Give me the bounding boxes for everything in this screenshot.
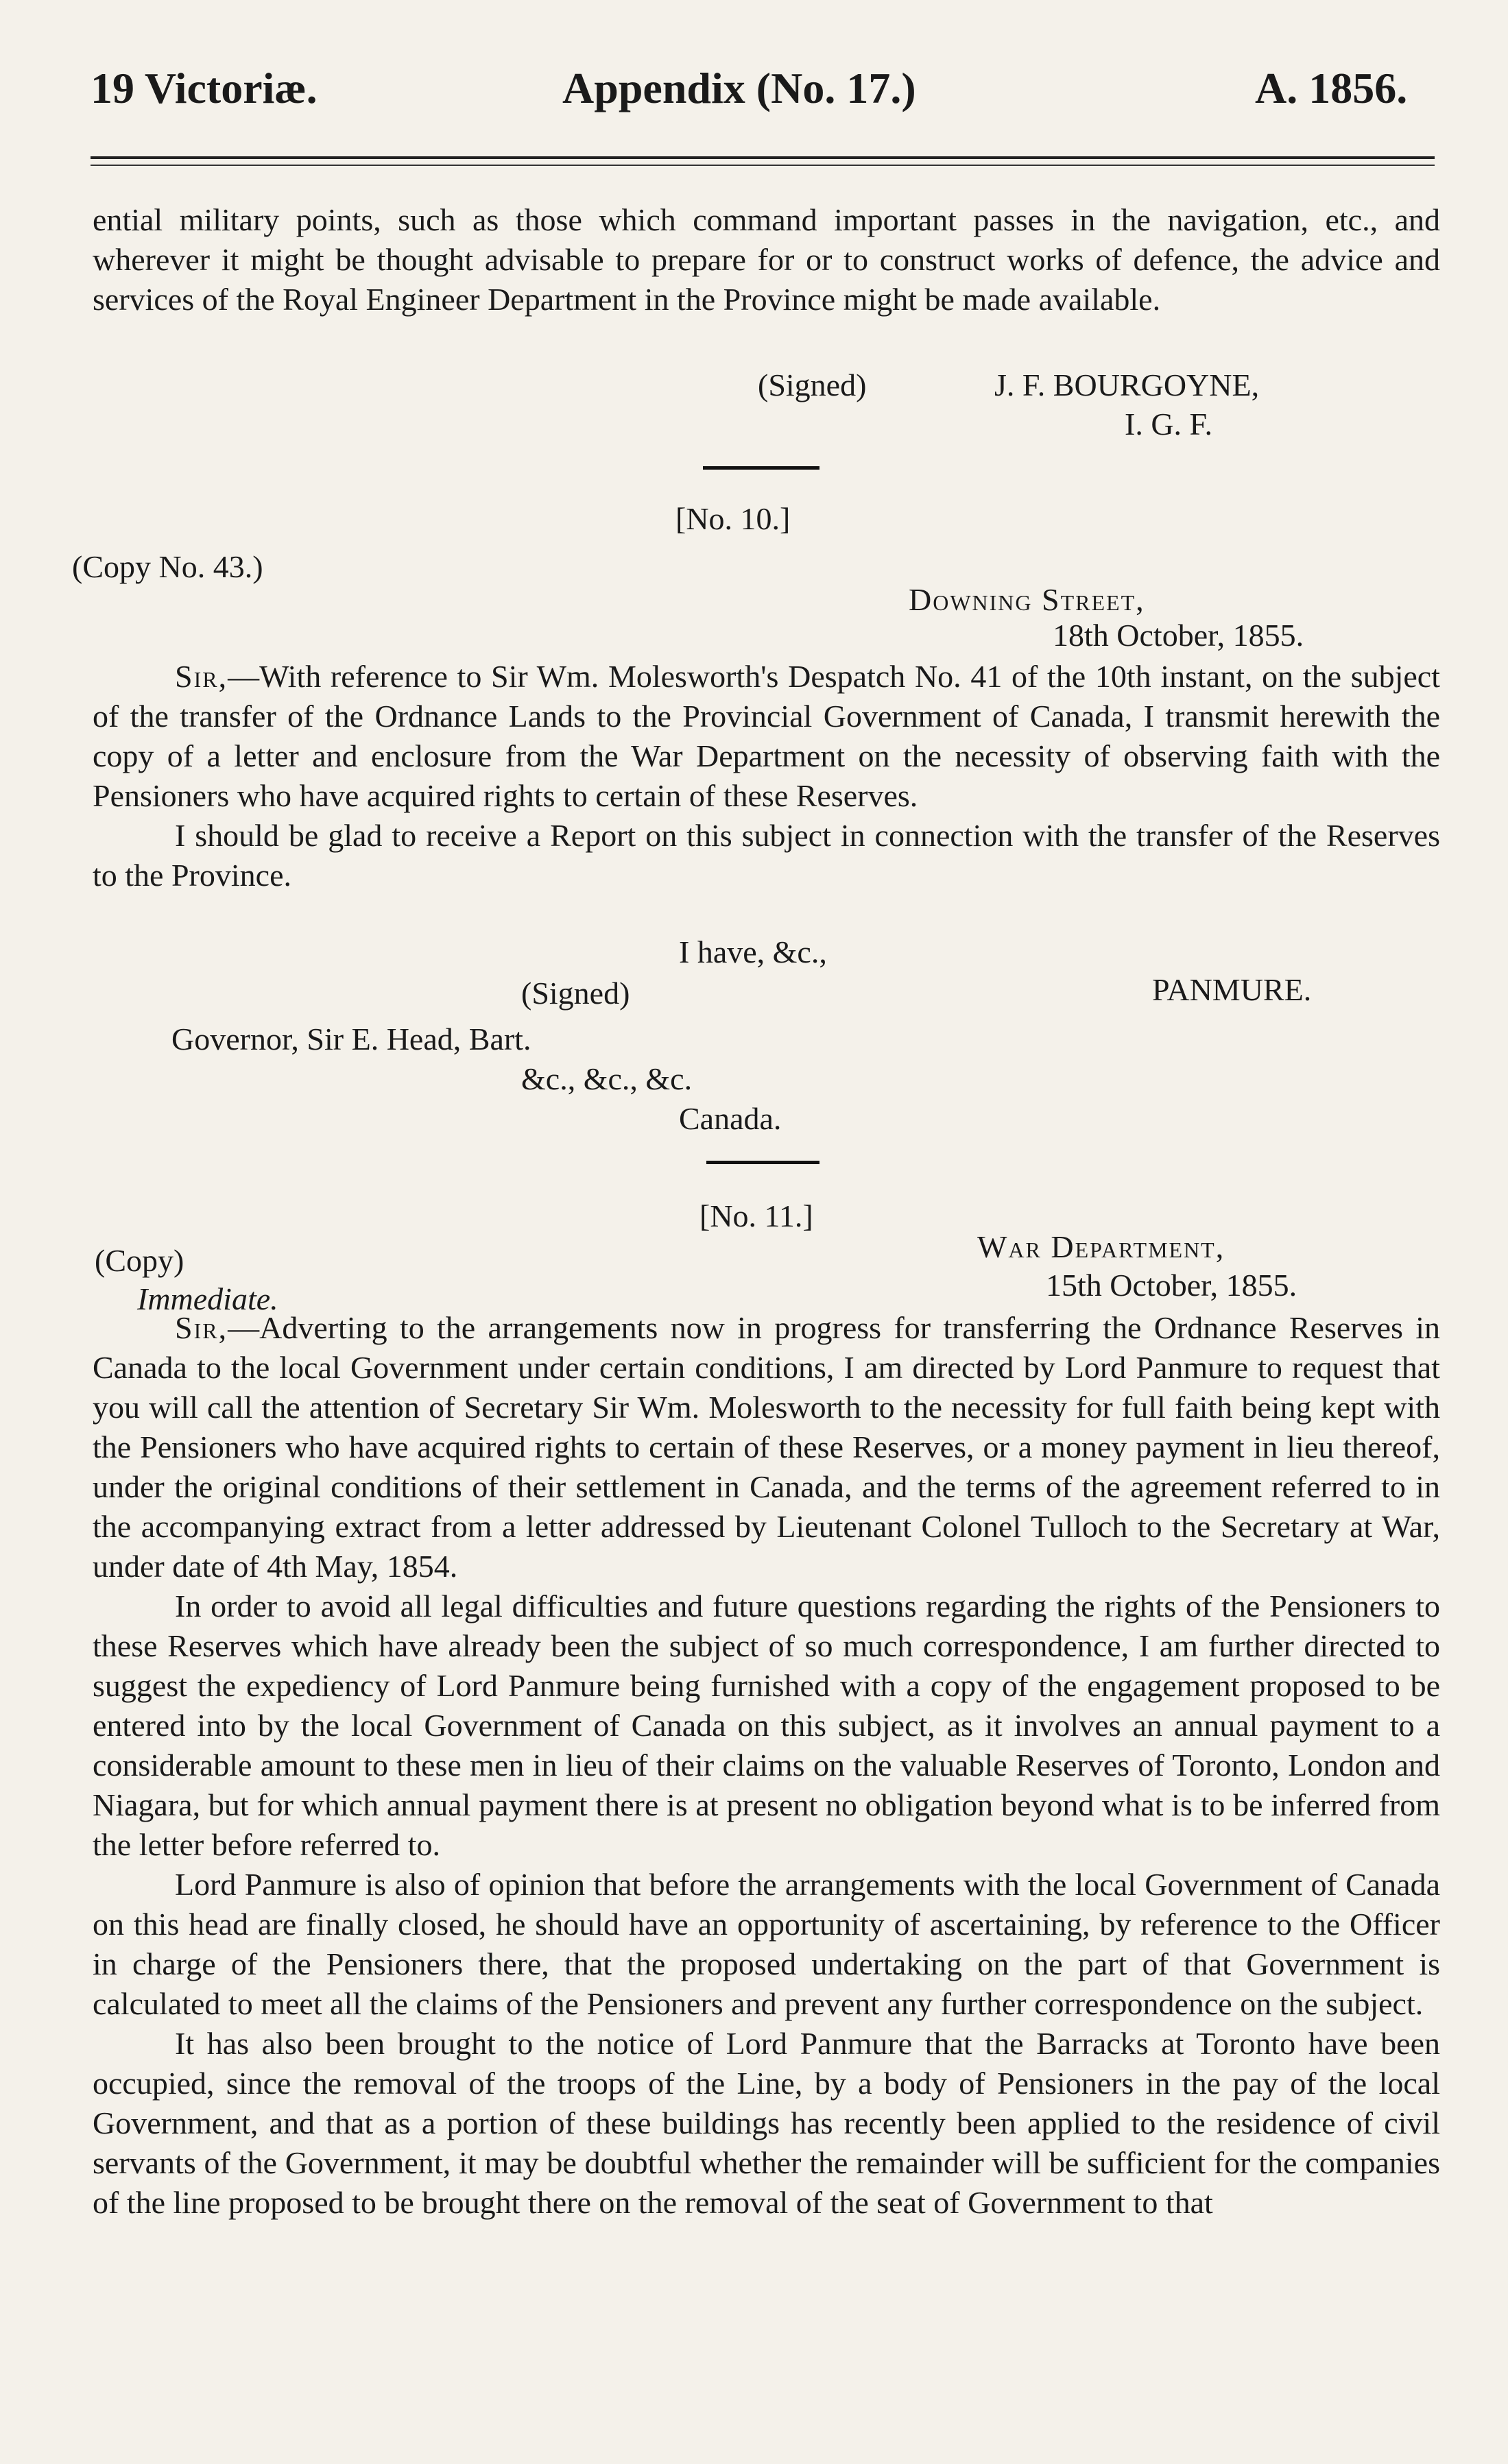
no11-heading: [No. 11.] [699,1198,813,1233]
section-divider [703,466,819,470]
continuation-signed-label: (Signed) [758,367,867,402]
no11-copy-label: (Copy) [95,1243,184,1278]
no11-urgency: Immediate. [137,1281,278,1316]
no10-closing: I have, &c., [679,934,827,969]
no11-paragraph-4: It has also been brought to the notice of Lord Panmure that the Barracks at Toronto have been occupied, since the removal of the troops of the Line, by a body of Pensioners in the pay of the local Government, and that as a portion of these buildings has recently been applied to the residence of civil servants of the Government, it may be doubtful whether the remainder will be sufficient for the companies of the line proposed to be brought there on the removal of the seat of Government to that [93,2026,1440,2220]
no10-signatory: PANMURE. [1152,972,1312,1007]
no11-paragraph-3: Lord Panmure is also of opinion that before the arrangements with the local Government of Canada on this head are finally closed, he should have an opportunity of ascertaining, by reference to the Officer in charge of the Pensioners there, that the proposed undertaking on the part of that Government is calculated to meet all the claims of the Pensioners and prevent any further correspondence on the subject. [93,1867,1440,2021]
header-rule-thin [91,165,1435,166]
no11-body [93,1308,1440,2223]
no10-signed-label: (Signed) [521,976,630,1011]
no10-copy-label: (Copy No. 43.) [72,549,263,584]
continuation-signatory: J. F. BOURGOYNE, [994,367,1260,402]
no11-paragraph-1: Sir,—Adverting to the arrangements now in progress for transferring the Ordnance Reserves in Canada to the local Government under certain conditions, I am directed by Lord Panmure to request that you will call the attention of Secretary Sir Wm. Molesworth to the necessity for full faith being kept with the Pensioners who have acquired rights to certain of these Reserves, or a money payment in lieu thereof, under the original conditions of their settlement in Canada, and the terms of the agreement referred to in the accompanying extract from a letter addressed by Lieutenant Colonel Tulloch to the Secretary at War, under date of 4th May, 1854. [93,1310,1440,1584]
no10-paragraph-1: Sir,—With reference to Sir Wm. Molesworth's Despatch No. 41 of the 10th instant, on the subject of the transfer of the Ordnance Lands to the Provincial Government of Canada, I transmit herewith the copy of a letter and enclosure from the War Department on the necessity of observing faith with the Pensioners who have acquired rights to certain of these Reserves. [93,659,1440,813]
no10-date: 18th October, 1855. [1053,618,1304,653]
running-header [0,63,1508,118]
header-year: A. 1856. [1255,64,1408,112]
continuation-signatory-title: I. G. F. [1125,407,1212,442]
no11-paragraph-2: In order to avoid all legal difficulties and future questions regarding the rights of the Pensioners to these Reserves which have already been the subject of so much correspondence, I am further directed to suggest the expediency of Lord Panmure being furnished with a copy of the engagement proposed to be entered into by the local Government of Canada on this subject, as it involves an annual payment to a considerable amount to these men in lieu of their claims on the valuable Reserves of Toronto, London and Niagara, but for which annual payment there is at present no obligation beyond what is to be inferred from the letter before referred to. [93,1589,1440,1862]
header-rule [91,156,1435,159]
no10-addressee-line-3: Canada. [679,1101,782,1136]
no10-addressee-line-1: Governor, Sir E. Head, Bart. [171,1022,531,1056]
header-session: 19 Victoriæ. [91,64,318,112]
no11-date: 15th October, 1855. [1046,1268,1297,1303]
no10-addressee-line-2: &c., &c., &c. [521,1061,693,1096]
no10-paragraph-2: I should be glad to receive a Report on this subject in connection with the transfer of the Reserves to the Province. [93,818,1440,893]
continuation-block [93,200,1440,319]
header-appendix: Appendix (No. 17.) [562,64,916,112]
no11-place: War Department, [977,1229,1225,1264]
no10-place: Downing Street, [909,582,1145,617]
continuation-paragraph: ential military points, such as those which command important passes in the navigation, etc., and wherever it might be thought advisable to prepare for or to construct works of defence, the advice and services of the Royal Engineer Department in the Province might be made available. [93,202,1440,317]
no10-salutation: Sir, [175,659,228,694]
no10-body [93,657,1440,895]
no11-salutation: Sir, [175,1310,228,1345]
section-divider-2 [706,1161,819,1164]
no10-heading: [No. 10.] [675,501,791,536]
